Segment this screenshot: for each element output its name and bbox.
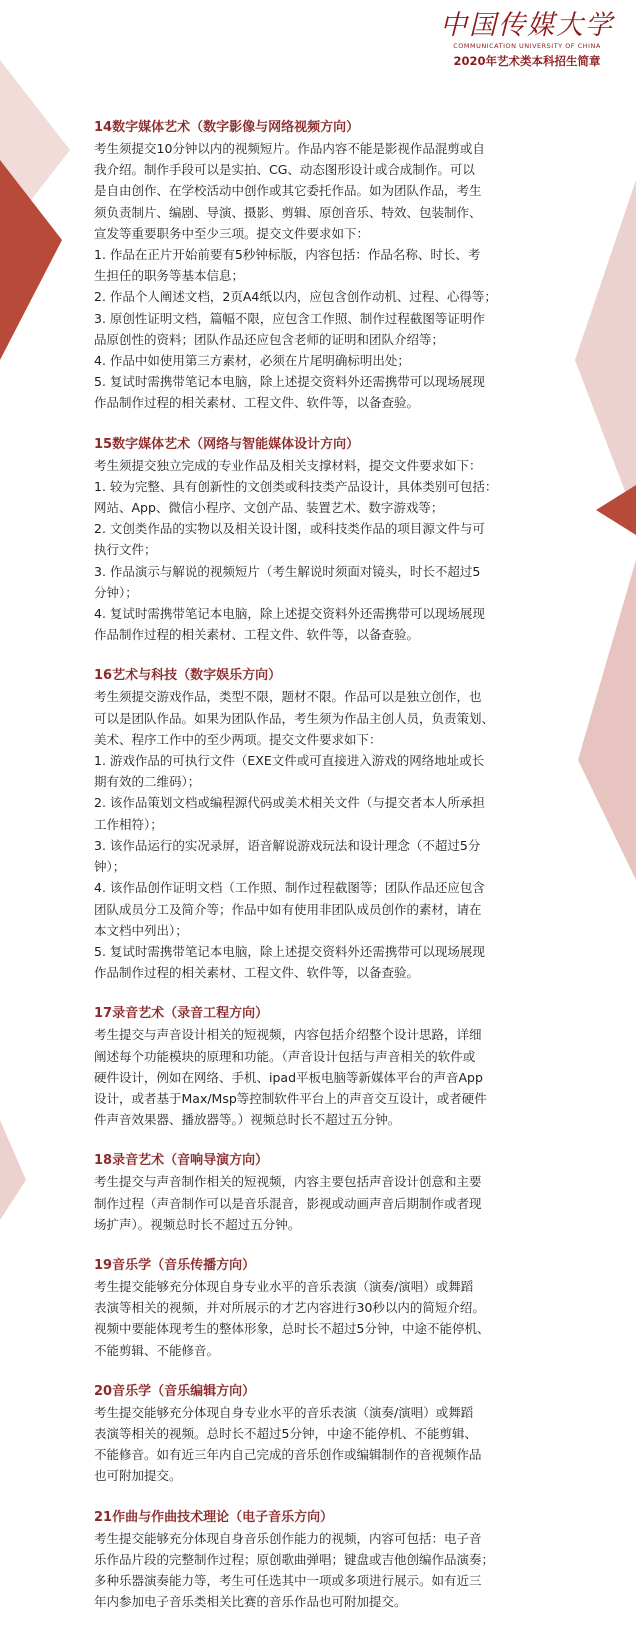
university-logo: 中国传媒大学 — [440, 10, 614, 41]
section-text-line: 设计，或者基于Max/Msp等控制软件平台上的声音交互设计，或者硬件 — [94, 1090, 487, 1106]
requirement-section — [94, 1003, 544, 1130]
section-text-line: 阐述每个功能模块的原理和功能。（声音设计包括与声音相关的软件或 — [94, 1048, 476, 1064]
section-text-line: 美术、程序工作中的至少两项。提交文件要求如下： — [94, 731, 382, 747]
requirement-section — [94, 1150, 544, 1235]
section-text-line: 5. 复试时需携带笔记本电脑，除上述提交资料外还需携带可以现场展现 — [94, 943, 485, 959]
deco-triangle-light-right-low — [578, 560, 636, 880]
section-text-line: 考生须提交独立完成的专业作品及相关支撑材料，提交文件要求如下： — [94, 457, 482, 473]
section-text-line: 是自由创作、在学校活动中创作或其它委托作品。如为团队作品，考生 — [94, 183, 482, 199]
section-text-line: 5. 复试时需携带笔记本电脑，除上述提交资料外还需携带可以现场展现 — [94, 374, 485, 390]
section-text-line: 4. 该作品创作证明文档（工作照、制作过程截图等；团队作品还应包含 — [94, 880, 485, 896]
section-title: 16艺术与科技（数字娱乐方向） — [94, 668, 282, 684]
requirement-section — [94, 1381, 544, 1487]
section-text-line: 年内参加电子音乐类相关比赛的音乐作品也可附加提交。 — [94, 1594, 407, 1610]
university-logo-english: COMMUNICATION UNIVERSITY OF CHINA — [453, 42, 601, 50]
section-text-line: 不能修音。如有近三年内自己完成的音乐创作或编辑制作的音视频作品 — [94, 1447, 482, 1463]
section-text-line: 须负责制片、编剧、导演、摄影、剪辑、原创音乐、特效、包装制作、 — [94, 204, 482, 220]
requirement-section — [94, 1255, 544, 1361]
section-text-line: 作品制作过程的相关素材、工程文件、软件等，以备查验。 — [94, 965, 420, 981]
section-text-line: 分钟）； — [94, 584, 138, 600]
deco-triangle-light-left-low — [0, 1120, 26, 1220]
section-text-line: 制作过程（声音制作可以是音乐混音，影视或动画声音后期制作或者现 — [94, 1195, 482, 1211]
section-text-line: 2. 文创类作品的实物以及相关设计图，或科技类作品的项目源文件与可 — [94, 521, 485, 537]
section-text-line: 3. 原创性证明文档，篇幅不限，应包含工作照、制作过程截图等证明作 — [94, 310, 485, 326]
section-text-line: 硬件设计，例如在网络、手机、ipad平板电脑等新媒体平台的声音App — [94, 1069, 483, 1085]
section-text-line: 团队成员分工及简介等；作品中如有使用非团队成员创作的素材，请在 — [94, 901, 482, 917]
section-text-line: 品原创性的资料；团队作品还应包含老师的证明和团队介绍等； — [94, 331, 445, 347]
section-text-line: 表演等相关的视频，并对所展示的才艺内容进行30秒以内的简短介绍。 — [94, 1300, 485, 1316]
section-title: 14数字媒体艺术（数字影像与网络视频方向） — [94, 120, 360, 135]
section-text-line: 表演等相关的视频。总时长不超过5分钟，中途不能停机、不能剪辑、 — [94, 1425, 477, 1441]
section-text-line: 1. 游戏作品的可执行文件（EXE文件或可直接进入游戏的网络地址或长 — [94, 753, 485, 769]
deco-triangle-light-right — [575, 180, 636, 520]
section-text-line: 作品制作过程的相关素材、工程文件、软件等，以备查验。 — [94, 395, 420, 411]
section-title: 15数字媒体艺术（网络与智能媒体设计方向） — [94, 436, 360, 452]
section-text-line: 本文档中列出）； — [94, 922, 188, 938]
section-text-line: 宣发等重要职务中至少三项。提交文件要求如下： — [94, 225, 370, 241]
section-text-line: 3. 作品演示与解说的视频短片（考生解说时须面对镜头，时长不超过5 — [94, 563, 481, 579]
section-text-line: 钟）； — [94, 859, 126, 875]
main-content — [94, 117, 544, 1632]
section-text-line: 2. 作品个人阐述文档，2页A4纸以内，应包含创作动机、过程、心得等； — [94, 289, 497, 305]
section-text-line: 1. 较为完整、具有创新性的文创类或科技类产品设计，具体类别可包括： — [94, 478, 498, 494]
section-text-line: 场扩声）。视频总时长不超过五分钟。 — [94, 1216, 301, 1232]
section-text-line: 生担任的职务等基本信息； — [94, 268, 245, 284]
section-text-line: 2. 该作品策划文档或编程源代码或美术相关文件（与提交者本人所承担 — [94, 795, 485, 811]
section-text-line: 期有效的二维码）； — [94, 774, 201, 790]
section-text-line: 多种乐器演奏能力等，考生可任选其中一项或多项进行展示。如有近三 — [94, 1572, 482, 1588]
section-text-line: 乐作品片段的完整制作过程；原创歌曲弹唱；键盘或吉他创编作品演奏； — [94, 1551, 495, 1567]
section-title: 19音乐学（音乐传播方向） — [94, 1257, 256, 1273]
section-text-line: 也可附加提交。 — [94, 1468, 182, 1484]
section-text-line: 我介绍。制作手段可以是实拍、CG、动态图形设计或合成制作。可以 — [94, 162, 475, 178]
section-text-line: 不能剪辑、不能修音。 — [94, 1342, 220, 1358]
requirement-section — [94, 434, 544, 646]
section-text-line: 考生提交能够充分体现自身音乐创作能力的视频，内容可包括：电子音 — [94, 1530, 482, 1546]
section-text-line: 4. 复试时需携带笔记本电脑，除上述提交资料外还需携带可以现场展现 — [94, 606, 485, 622]
section-text-line: 执行文件； — [94, 542, 157, 558]
section-text-line: 工作相符）； — [94, 816, 163, 832]
section-title: 18录音艺术（音响导演方向） — [94, 1153, 269, 1169]
section-text-line: 作品制作过程的相关素材、工程文件、软件等，以备查验。 — [94, 627, 420, 643]
section-text-line: 考生提交能够充分体现自身专业水平的音乐表演（演奏/演唱）或舞蹈 — [94, 1278, 474, 1294]
brochure-subtitle: 2020年艺术类本科招生简章 — [453, 54, 601, 68]
section-text-line: 考生须提交游戏作品，类型不限，题材不限。作品可以是独立创作，也 — [94, 689, 482, 705]
section-text-line: 考生提交能够充分体现自身专业水平的音乐表演（演奏/演唱）或舞蹈 — [94, 1404, 474, 1420]
deco-triangle-dark-right — [596, 485, 636, 535]
section-text-line: 视频中要能体现考生的整体形象，总时长不超过5分钟，中途不能停机、 — [94, 1321, 490, 1337]
requirement-section — [94, 665, 544, 983]
section-text-line: 考生提交与声音制作相关的短视频，内容主要包括声音设计创意和主要 — [94, 1174, 482, 1190]
section-text-line: 1. 作品在正片开始前要有5秒钟标版，内容包括：作品名称、时长、考 — [94, 247, 481, 263]
section-text-line: 考生须提交10分钟以内的视频短片。作品内容不能是影视作品混剪或自 — [94, 141, 485, 156]
requirement-section — [94, 1507, 544, 1613]
section-text-line: 3. 该作品运行的实况录屏，语音解说游戏玩法和设计理念（不超过5分 — [94, 837, 481, 853]
section-text-line: 4. 作品中如使用第三方素材，必须在片尾明确标明出处； — [94, 353, 410, 369]
section-title: 20音乐学（音乐编辑方向） — [94, 1383, 256, 1399]
requirement-section — [94, 117, 544, 414]
section-text-line: 件声音效果器、播放器等。）视频总时长不超过五分钟。 — [94, 1112, 401, 1128]
section-text-line: 考生提交与声音设计相关的短视频，内容包括介绍整个设计思路，详细 — [94, 1027, 482, 1043]
section-text-line: 可以是团队作品。如果为团队作品，考生须为作品主创人员，负责策划、 — [94, 710, 495, 726]
section-title: 21作曲与作曲技术理论（电子音乐方向） — [94, 1509, 334, 1525]
section-title: 17录音艺术（录音工程方向） — [94, 1006, 269, 1022]
header — [440, 10, 614, 69]
section-text-line: 网站、App、微信小程序、文创产品、装置艺术、数字游戏等； — [94, 500, 444, 516]
